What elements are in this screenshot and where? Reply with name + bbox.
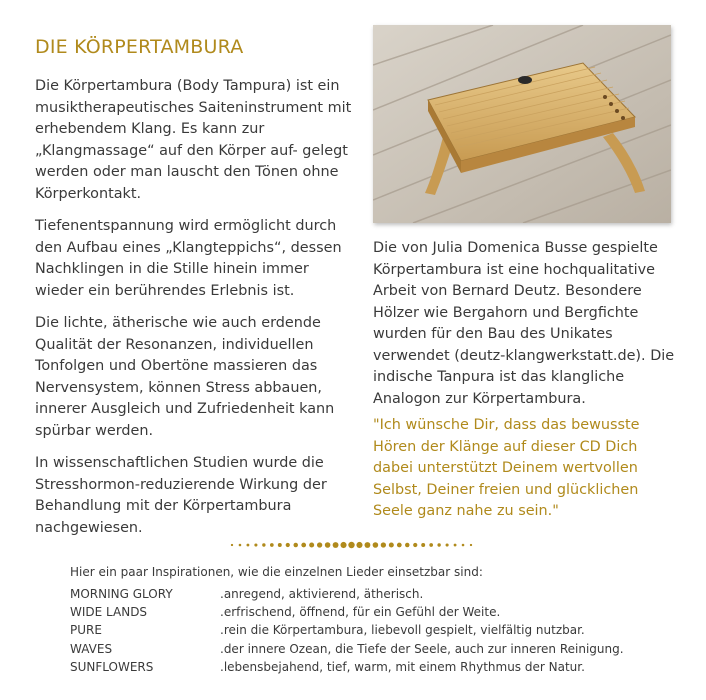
divider-dot — [262, 543, 265, 546]
divider-dot — [413, 543, 417, 547]
song-list — [70, 585, 690, 676]
left-column — [35, 76, 360, 550]
paragraph: Die Körpertambura (Body Tampura) ist ein musiktherapeutisches Saiteninstrument mit erhebendem Klang. Es kann zur „Klangmassage“ auf den Körper auf- gelegt werden oder man lauscht den Tönen ohne Körperkontakt. — [35, 78, 352, 202]
divider-dot — [356, 542, 362, 548]
divider-dot — [317, 542, 322, 547]
paragraph: In wissenschaftlichen Studien wurde die Stresshormon-reduzierende Wirkung der Behandlung mit der Körpertambura nachgewiesen. — [35, 455, 327, 536]
dotted-divider — [229, 541, 474, 549]
divider-dot — [301, 543, 306, 548]
divider-dot — [470, 544, 472, 546]
song-title: WIDE LANDS — [70, 605, 148, 620]
song-title: WAVES — [70, 641, 113, 656]
divider-dot — [429, 543, 433, 547]
song-description: .lebensbejahend, tief, warm, mit einem Rhythmus der Natur. — [220, 659, 585, 674]
songs-intro: Hier ein paar Inspirationen, wie die einzelnen Lieder einsetzbar sind: — [70, 565, 483, 579]
list-item — [70, 585, 690, 603]
divider-dot — [454, 544, 457, 547]
divider-dot — [325, 542, 331, 548]
paragraph: Die lichte, ätherische wie auch erdende Qualität der Resonanzen, individuellen Tonfolgen und Obertöne massieren das Nervensystem, können Stress abbauen, innerer Ausgleich und Zufriedenheit kann spürbar werden. — [35, 315, 335, 439]
divider-dot — [381, 542, 386, 547]
song-description: .der innere Ozean, die Tiefe der Seele, auch zur inneren Reinigung. — [220, 641, 624, 656]
divider-dot — [254, 543, 257, 546]
divider-dot — [397, 543, 402, 548]
divider-dot — [421, 543, 425, 547]
list-item — [70, 603, 690, 621]
divider-dot — [293, 543, 297, 547]
divider-dot — [333, 542, 339, 548]
list-item — [70, 658, 690, 676]
song-title: MORNING GLORY — [70, 587, 173, 601]
paragraph: Die von Julia Domenica Busse gespielte Körpertambura ist eine hochqualitative Arbeit von Bernard Deutz. Besondere Hölzer wie Bergahorn und Bergfichte wurden für den Bau des Unikates verwendet (deutz-klangwerkstatt.de). Die indische Tanpura ist das klangliche Analogon zur Körpertambura. — [373, 240, 675, 407]
divider-dot — [389, 542, 394, 547]
page-title: DIE KÖRPERTAMBURA — [35, 36, 244, 58]
right-column — [373, 238, 683, 421]
song-description: .rein die Körpertambura, liebevoll gespielt, vielfältig nutzbar. — [220, 623, 585, 638]
divider-dot — [270, 543, 274, 547]
song-title: PURE — [70, 623, 102, 638]
quote: "Ich wünsche Dir, dass das bewusste Hören der Klänge auf dieser CD Dich dabei unterstützt Deinem wertvollen Selbst, Deiner freien und glücklichen Seele ganz nahe zu sein." — [373, 417, 640, 519]
divider-dot — [239, 544, 242, 547]
list-item — [70, 621, 690, 639]
body-tambura-illustration — [373, 25, 671, 223]
instrument-photo — [373, 25, 671, 223]
divider-dot — [340, 542, 346, 548]
song-description: .erfrischend, öffnend, für ein Gefühl der Weite. — [220, 605, 501, 620]
song-title: SUNFLOWERS — [70, 659, 154, 674]
divider-dot — [373, 542, 379, 548]
divider-dot — [247, 544, 250, 547]
divider-dot — [365, 542, 371, 548]
divider-dot — [446, 543, 449, 546]
divider-dot — [278, 543, 282, 547]
divider-dot — [286, 543, 290, 547]
paragraph: Tiefenentspannung wird ermöglicht durch den Aufbau eines „Klangteppichs“, dessen Nachklingen in die Stille hinein immer wieder ein berührendes Erlebnis ist. — [35, 218, 342, 299]
divider-dot — [309, 542, 314, 547]
divider-dot — [231, 544, 233, 546]
divider-dot — [348, 542, 354, 548]
divider-dot — [462, 544, 465, 547]
song-description: .anregend, aktivierend, ätherisch. — [220, 587, 424, 601]
divider-dot — [437, 543, 440, 546]
divider-dot — [405, 543, 409, 547]
list-item — [70, 640, 690, 658]
